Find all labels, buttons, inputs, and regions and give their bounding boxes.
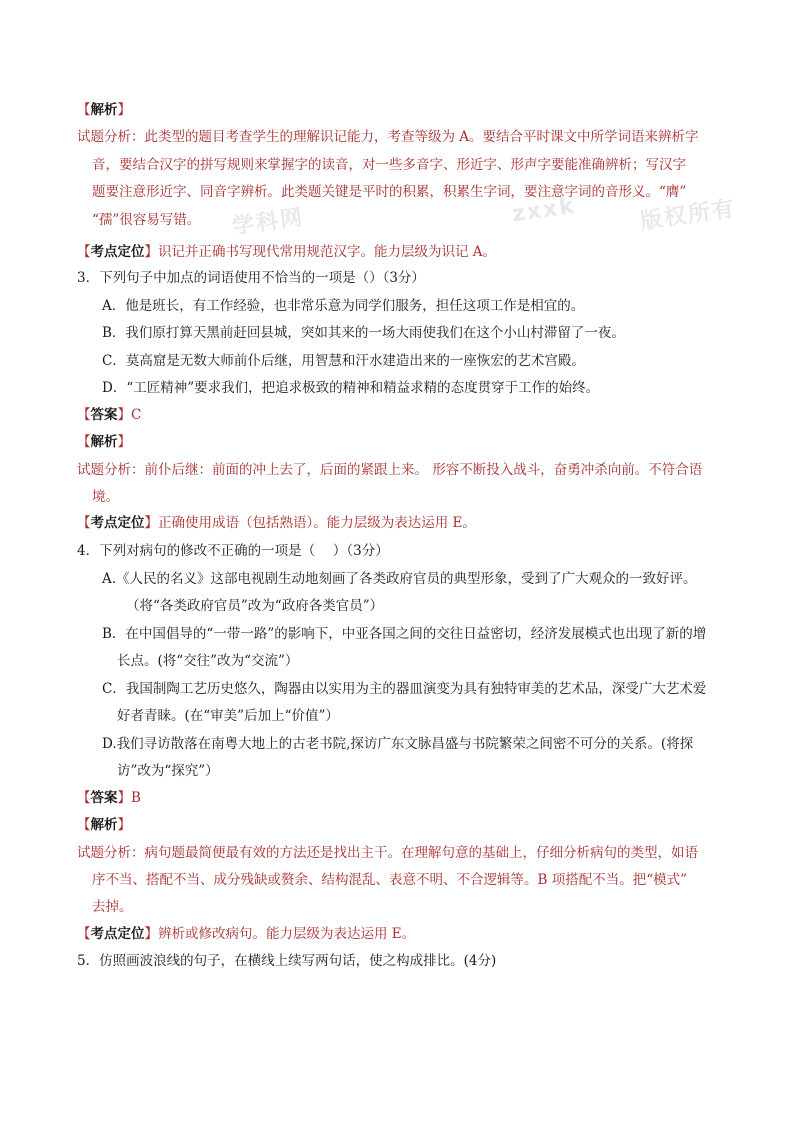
analysis-text-line: 去掉。 [92, 899, 133, 915]
question-option: 访”改为“探究”） [117, 763, 219, 779]
question-option: A．他是班长，有工作经验，也非常乐意为同学们服务，担任这项工作是相宜的。 [102, 298, 585, 314]
analysis-heading: 【解析】 [77, 434, 131, 450]
question-option: B．在中国倡导的“一带一路”的影响下，中亚各国之间的交往日益密切，经济发展模式也出现了新的增 [102, 626, 707, 642]
analysis-heading: 【解析】 [77, 102, 131, 118]
question-option: D.我们寻访散落在南粤大地上的古老书院,探访广东文脉昌盛与书院繁荣之间密不可分的关系。(将探 [102, 736, 694, 752]
analysis-text-line: 音，要结合汉字的拼写规则来掌握字的读音，对一些多音字、形近字、形声字要能准确辨析；写汉字 [92, 157, 686, 173]
watermark: 版权所有 [639, 196, 738, 235]
answer-line: 【答案】C [77, 407, 142, 423]
knowledge-point: 【考点定位】识记并正确书写现代常用规范汉字。能力层级为识记 A。 [77, 244, 497, 260]
question-stem: 4．下列对病句的修改不正确的一项是（ ）（3分） [77, 543, 389, 559]
analysis-text-line: 试题分析：前仆后继：前面的冲上去了，后面的紧跟上来。 形容不断投入战斗，奋勇冲杀向前。不符合语 [77, 462, 703, 478]
knowledge-point-text: 正确使用成语（包括熟语）。能力层级为表达运用 E。 [158, 515, 476, 531]
question-option: D．“工匠精神”要求我们，把追求极致的精神和精益求精的态度贯穿于工作的始终。 [102, 380, 600, 396]
knowledge-point-text: 辨析或修改病句。能力层级为表达运用 E。 [158, 926, 416, 942]
question-stem: 5．仿照画波浪线的句子，在横线上续写两句话，使之构成排比。(4分) [77, 953, 497, 969]
answer-value: C [131, 407, 142, 423]
watermark: 学科网 [230, 205, 306, 240]
question-option: A.《人民的名义》这部电视剧生动地刻画了各类政府官员的典型形象，受到了广大观众的一致好评。 [102, 571, 697, 587]
knowledge-point: 【考点定位】正确使用成语（包括熟语）。能力层级为表达运用 E。 [77, 515, 476, 531]
analysis-text-line: “孺”很容易写错。 [92, 212, 201, 228]
question-option: 长点。(将“交往”改为“交流”） [117, 653, 299, 669]
answer-value: B [131, 790, 141, 806]
question-option: （将“各类政府官员”改为“政府各类官员”） [126, 598, 384, 614]
question-option: C．我国制陶工艺历史悠久，陶器由以实用为主的器皿演变为具有独特审美的艺术品，深受广大艺术爱 [102, 681, 707, 697]
analysis-text-line: 境。 [92, 489, 119, 505]
analysis-text-line: 试题分析：此类型的题目考查学生的理解识记能力，考查等级为 A。要结合平时课文中所学词语来辨析字 [77, 129, 699, 145]
question-option: C．莫高窟是无数大师前仆后继，用智慧和汗水建造出来的一座恢宏的艺术宫殿。 [102, 353, 585, 369]
question-option: 好者青睐。(在“审美”后加上“价值”） [117, 708, 339, 724]
analysis-text-line: 序不当、搭配不当、成分残缺或赘余、结构混乱、表意不明、不合逻辑等。B 项搭配不当。把“模式” [92, 872, 688, 888]
knowledge-point-text: 识记并正确书写现代常用规范汉字。能力层级为识记 A。 [158, 244, 497, 260]
analysis-text-line: 题要注意形近字、同音字辨析。此类题关键是平时的积累，积累生字词，要注意字词的音形义。“膺” [92, 184, 687, 200]
analysis-text-line: 试题分析：病句题最简便最有效的方法还是找出主干。在理解句意的基础上，仔细分析病句的类型，如语 [77, 845, 698, 861]
question-option: B．我们原打算天黑前赶回县城，突如其来的一场大雨使我们在这个小山村滞留了一夜。 [102, 325, 625, 341]
analysis-heading: 【解析】 [77, 817, 131, 833]
knowledge-point: 【考点定位】辨析或修改病句。能力层级为表达运用 E。 [77, 926, 416, 942]
question-stem: 3．下列句子中加点的词语使用不恰当的一项是（）（3分） [77, 270, 425, 286]
answer-line: 【答案】B [77, 790, 141, 806]
watermark: zxxk [510, 193, 578, 228]
